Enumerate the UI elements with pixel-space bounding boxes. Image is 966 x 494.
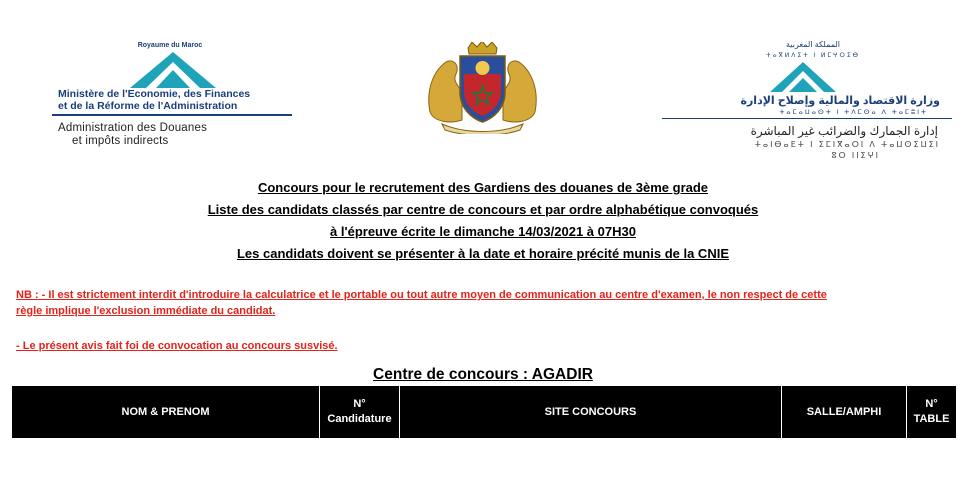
col-site-concours: SITE CONCOURS [400,386,782,438]
title-line-1: Concours pour le recrutement des Gardiens des douanes de 3ème grade [257,180,709,195]
ministry-logo [50,42,300,162]
tifinagh-kingdom: ⵜⴰⴳⵍⴷⵉⵜ ⵏ ⵍⵎⵖⵔⵉⴱ [766,53,860,59]
administration-line-2: et impôts indirects [72,135,169,147]
arabic-ministry: وزارة الاقتصاد والمالية وإصلاح الإدارة [740,95,940,107]
royaume-label: Royaume du Maroc [137,42,203,49]
tifinagh-admin-line-1: ⵜⴰⵏⴱⴰⴹⵜ ⵏ ⵉⵎⵏⴳⴰⵔⵏ ⴷ ⵜⴰⵡⵙⵉⵡⵉⵏ [754,140,940,149]
administration-line-1: Administration des Douanes [58,122,208,134]
customs-emblem-icon [128,50,218,90]
nb-notice-line-2: règle implique l'exclusion immédiate du candidat. [16,305,276,317]
title-line-4: Les candidats doivent se présenter à la date et horaire précité munis de la CNIE [236,246,729,261]
col-num-table: N° TABLE [913,398,950,425]
col-nom-prenom: NOM & PRENOM [12,386,320,438]
title-line-3: à l'épreuve écrite le dimanche 14/03/2021 à 07H30 [330,224,636,239]
ministry-line-1: Ministère de l'Economie, des Finances [58,88,251,100]
convocation-notice: - Le présent avis fait foi de convocation au concours susvisé. [16,340,338,352]
tifinagh-ministry: ⵜⴰⵎⴰⵡⴰⵙⵜ ⵏ ⵜⴷⵎⵙⴰ ⴷ ⵜⴰⵎⵓⵏⵜ [779,109,928,116]
col-num-candidature: N° Candidature [320,386,400,438]
ministry-arabic-logo [650,40,950,160]
logo-divider [662,118,952,119]
arabic-kingdom: المملكة المغربية [786,40,840,49]
centre-title: Centre de concours : AGADIR [373,366,593,383]
arabic-administration: إدارة الجمارك والضرائب غير المباشرة [750,124,938,138]
coat-of-arms-icon [420,42,545,134]
title-line-2: Liste des candidats classés par centre de concours et par ordre alphabétique convoqués [207,202,759,217]
table-header [12,386,956,438]
ministry-line-2: et de la Réforme de l'Administration [58,100,238,112]
nb-notice-line-1: NB : - Il est strictement interdit d'introduire la calculatrice et le portable ou tout autre moyen de communication au centre d'examen, le non respect de cette [16,289,827,301]
tifinagh-admin-line-2: ⵓⵔ ⵏⵏⵉⵖⵏ [831,151,880,160]
col-salle-amphi: SALLE/AMPHI [782,386,907,438]
logo-divider [52,114,292,116]
customs-emblem-icon [768,60,838,94]
